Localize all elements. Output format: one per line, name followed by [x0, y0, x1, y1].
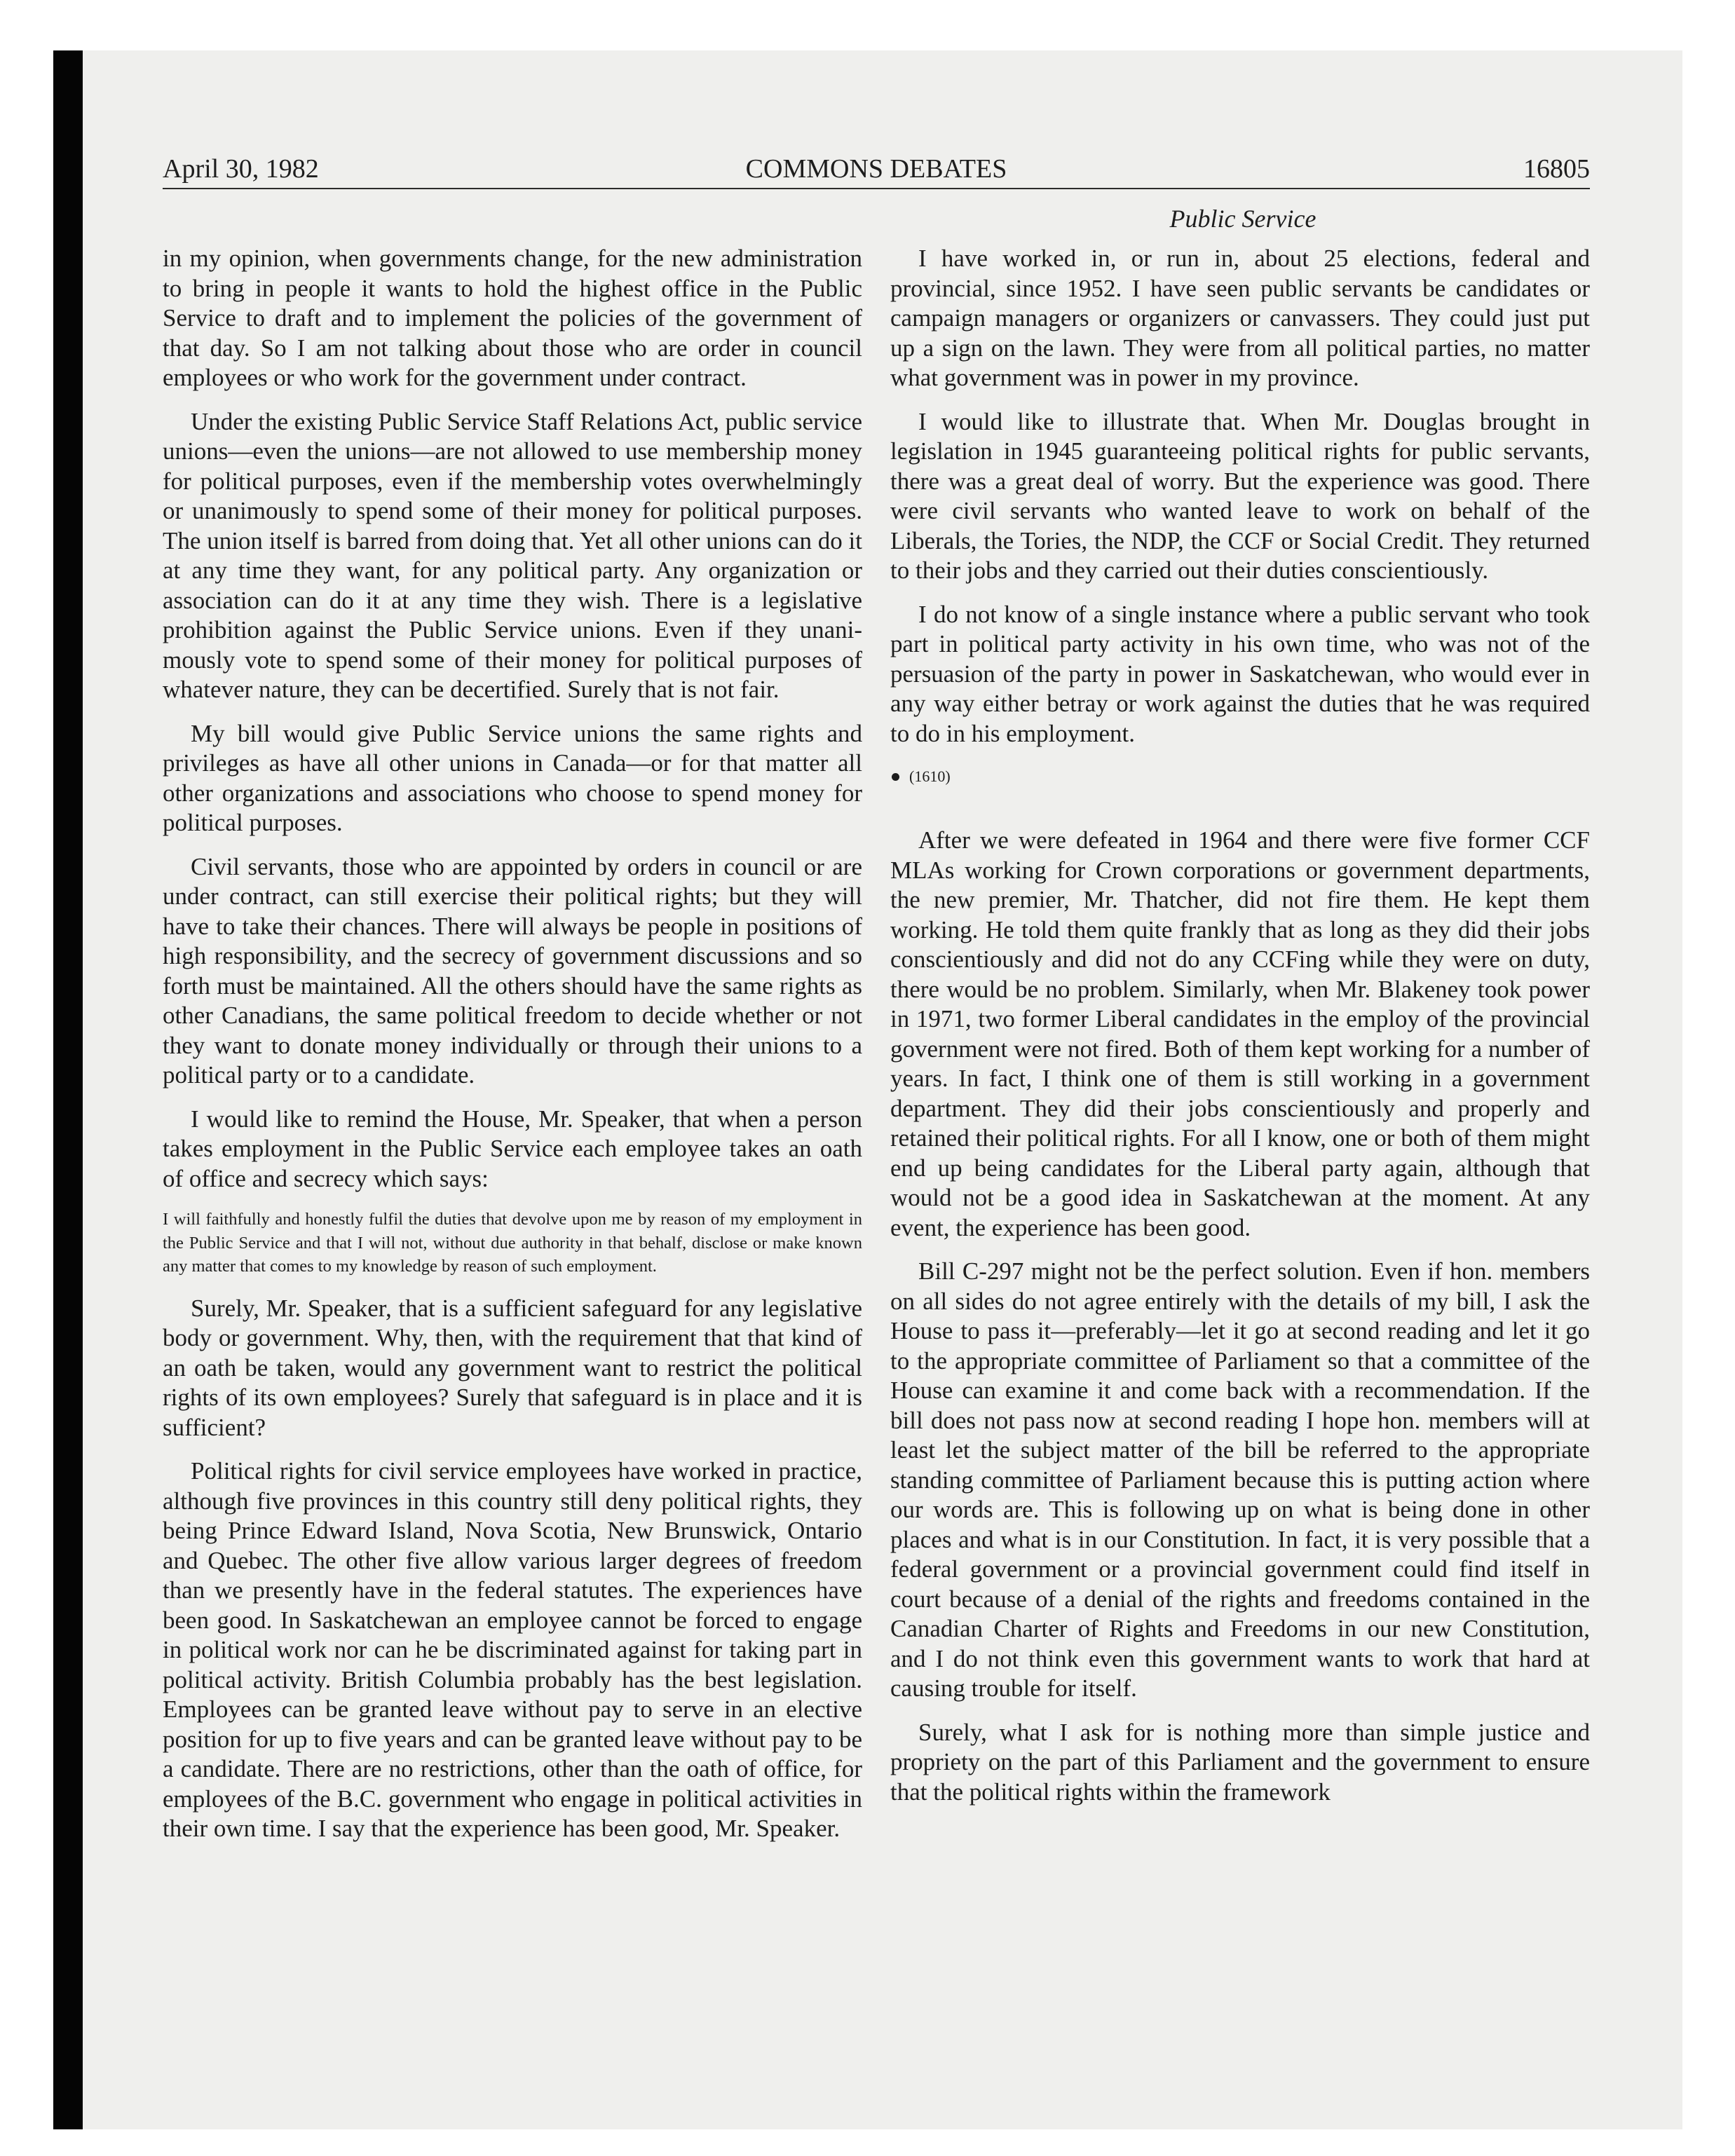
paragraph: I would like to remind the House, Mr. Speaker, that when a person takes employment in the Public Service each employee takes an oath of office and secrecy which says: [163, 1105, 862, 1192]
paragraph: I do not know of a single instance where a public servant who took part in political party activity in his own time, who was not of the persuasion of the party in power in Saskatchewan, who would ever in any way either betray or work against the duties that he was required to do in his employment. [890, 600, 1590, 747]
paragraph: in my opinion, when governments change, for the new administration to bring in people it wants to hold the highest office in the Public Service to draft and to implement the policies of the government of that day. So I am not talking about those who are order in council employees or who work for the government under contract. [163, 245, 862, 391]
paragraph: Surely, Mr. Speaker, that is a sufficient safeguard for any legislative body or government. Why, then, with the requirement that that kind of an oath be taken, would any government want to restrict the political rights of its own employees? Surely that safeguard is in place and it is sufficient? [163, 1294, 862, 1441]
header-date: April 30, 1982 [163, 154, 319, 184]
paragraph: Civil servants, those who are appointed by orders in council or are under contract, can still exercise their political rights; but they will have to take their chances. There will always be people in positions of high responsibility, and the secrecy of government discussions and so forth must be maintained. All the others should have the same rights as other Canadians, the same political freedom to decide whether or not they want to donate money individually or through their unions to a political party or to a candidate. [163, 852, 862, 1089]
time-marker [890, 763, 1590, 791]
paragraph: My bill would give Public Service unions the same rights and privileges as have all other unions in Canada—or for that matter all other organizations and associations who choose to spend money for political purposes. [163, 719, 862, 836]
paragraph: I have worked in, or run in, about 25 elections, federal and provincial, since 1952. I have seen public servants be candidates or campaign managers or organizers or canvassers. They could just put up a sign on the lawn. They were from all political parties, no matter what government was in power in my province. [890, 245, 1590, 391]
paragraph: Surely, what I ask for is nothing more than simple justice and propriety on the part of this Parliament and the government to ensure that the political rights within the framework [890, 1718, 1590, 1806]
paragraph: Political rights for civil service employees have worked in practice, although five provinces in this country still deny political rights, they being Prince Edward Island, Nova Scotia, New Brunswick, Ontario and Quebec. The other five allow various larger degrees of freedom than we presently have in the federal statutes. The experiences have been good. In Saskatchewan an employee cannot be forced to engage in political work nor can he be discriminated against for taking part in political activity. British Columbia probably has the best legislation. Employees can be granted leave without pay to serve in an elective position for up to five years and can be granted leave without pay to be a candidate. There are no restrictions, other than the oath of office, for employees of the B.C. government who engage in political activities in their own time. I say that the experience has been good, Mr. Speaker. [163, 1457, 862, 1842]
paragraph: After we were defeated in 1964 and there were five former CCF MLAs working for Crown corporations or government departments, the new premier, Mr. Thatcher, did not fire them. He kept them working. He told them quite frankly that as long as they did their jobs conscientiously and did not do any CCFing while they were on duty, there would be no problem. Similarly, when Mr. Blakeney took power in 1971, two former Liberal candidates in the employ of the provincial government were not fired. Both of them kept working for a number of years. In fact, I think one of them is still working in a government department. They did their jobs conscientiously and properly and retained their political rights. For all I know, one or both of them might end up being candidates for the Liberal party again, although that would not be a good idea in Saskatchewan at the moment. At any event, the experience has been good. [890, 826, 1590, 1241]
paragraph: Under the existing Public Service Staff Relations Act, public service unions—even the unions—are not allowed to use membership money for political purposes, even if the membership votes overwhelmingly or unanimously to spend some of their money for political purposes. The union itself is barred from doing that. Yet all other unions can do it at any time they want, for any political party. Any organization or association can do it at any time they wish. There is a legislative prohibition against the Public Service unions. Even if they unanimously vote to spend some of their money for political purposes of whatever nature, they can be decertified. Surely that is not fair. [163, 407, 862, 703]
header-rule [163, 188, 1590, 189]
header-publication: COMMONS DEBATES [745, 154, 1007, 184]
time-marker-label: (1610) [909, 767, 951, 785]
header-page-number: 16805 [1523, 154, 1590, 184]
paragraph: I would like to illustrate that. When Mr. Douglas brought in legislation in 1945 guaranteeing political rights for public servants, there was a great deal of worry. But the experience was good. There were civil servants who wanted leave to work on behalf of the Liberals, the Tories, the NDP, the CCF or Social Credit. They returned to their jobs and they carried out their duties conscientiously. [890, 407, 1590, 584]
page-header [163, 151, 1590, 186]
bullet-icon [892, 773, 899, 781]
running-head: Public Service [1169, 205, 1316, 233]
oath-quote: I will faithfully and honestly fulfil the duties that devolve upon me by reason of my employment in the Public Service and that I will not, without due authority in that behalf, disclose or make known any matter that comes to my knowledge by reason of such employment. [163, 1210, 862, 1276]
paragraph: Bill C-297 might not be the perfect solution. Even if hon. members on all sides do not agree entirely with the details of my bill, I ask the House to pass it—preferably—let it go at second reading and let it go to the appropriate committee of Parliament so that a committee of the House can examine it and come back with a recommendation. If the bill does not pass now at second reading I hope hon. members will at least let the subject matter of the bill be referred to the appropriate standing committee of Parliament because this is putting action where our words are. This is following up on what is being done in other places and what is in our Constitution. In fact, it is very possible that a federal government or a provincial government could find itself in court because of a denial of the rights and freedoms contained in the Canadian Charter of Rights and Freedoms in our new Constitution, and I do not think even this government wants to work that hard at causing trouble for itself. [890, 1257, 1590, 1702]
right-column [890, 244, 1590, 1821]
binding-edge [53, 50, 83, 2129]
left-column [163, 244, 862, 1858]
